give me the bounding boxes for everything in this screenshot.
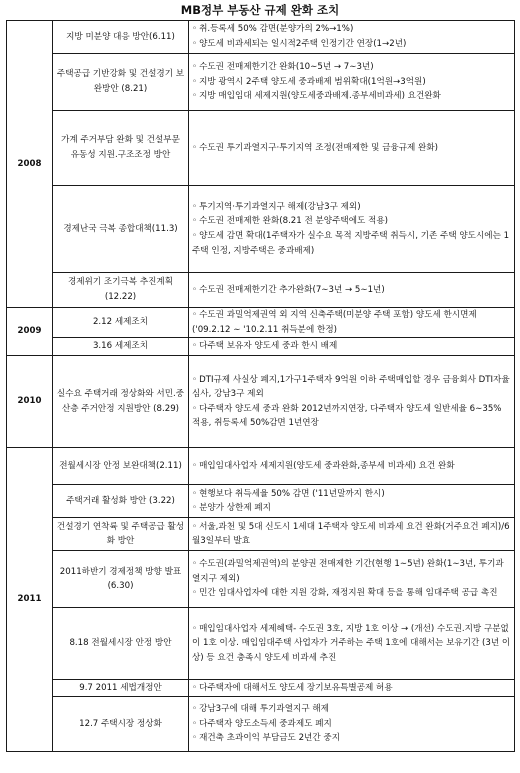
detail-item: ◦ 지방 매입임대 세제지원(양도세중과배제.종부세비과세) 요건완화 [192,89,511,104]
detail-item: ◦ 수도권 전매제한기간 추가완화(7∼3년 → 5∼1년) [192,283,511,298]
policy-row [7,518,515,551]
policy-row [7,338,515,356]
measure-name: 가계 주거부담 완화 및 건설부문 유동성 지원.구조조정 방안 [53,111,189,186]
policy-row [7,111,515,186]
year-cell: 2009 [7,308,53,356]
detail-item: ◦ 수도권(과밀억제권역)의 분양권 전매제한 기간(현행 1∼5년) 완화(1∼3년, 투기과열지구 제외) [192,557,511,586]
policy-row [7,608,515,680]
detail-item: ◦ 서울,과천 및 5대 신도시 1세대 1주택자 양도세 비과세 요건 완화(거주요건 폐지)/6월3일부터 발효 [192,520,511,549]
measure-name: 건설경기 연착륙 및 주택공급 활성화 방안 [53,518,189,551]
measure-name: 실수요 주택거래 정상화와 서민.중산층 주거안정 지원방안 (8.29) [53,356,189,448]
detail-item: ◦ 취.등록세 50% 감면(분양가의 2%→1%) [192,22,511,37]
detail-item: ◦ 매입임대사업자 세제혜택- 수도권 3호, 지방 1호 이상 → (개선) 수도권.지방 구분없이 1호 이상. 매입임대주택 사업자가 거주하는 주택 1호에 대해서는 보유기간 (3년 이상) 등 요건 충족시 양도세 비과세 추진 [192,622,511,666]
detail-item: ◦ 수도권 전매제한기간 완화(10∼5년 → 7∼3년) [192,60,511,75]
policy-row [7,680,515,697]
detail-item: ◦ 다주택 보유자 양도세 중과 한시 배제 [192,339,511,354]
detail-item: ◦ 분양가 상한제 폐지 [192,501,511,516]
measure-details [189,186,515,273]
detail-item: ◦ 수도권 투기과열지구·투기지역 조정(전매제한 및 금융규제 완화) [192,141,511,156]
policy-row [7,697,515,752]
detail-item: ◦ 양도세 감면 확대(1주택자가 실수요 목적 지방주택 취득시, 기존 주택 양도시에는 1주택 인정, 지방주택은 중과배제) [192,229,511,258]
measure-name: 경제난국 극복 종합대책(11.3) [53,186,189,273]
measure-details [189,21,515,54]
measure-details [189,608,515,680]
policy-row [7,308,515,338]
measure-name: 주택공급 기반강화 및 건설경기 보완방안 (8.21) [53,54,189,111]
measure-name: 2011하반기 경제정책 방향 발표(6.30) [53,551,189,608]
measure-name: 2.12 세제조치 [53,308,189,338]
measure-name: 3.16 세제조치 [53,338,189,356]
detail-item: ◦ 양도세 비과세되는 일시적2주택 인정기간 연장(1→2년) [192,37,511,52]
measure-name: 12.7 주택시장 정상화 [53,697,189,752]
measure-name: 전월세시장 안정 보완대책(2.11) [53,448,189,485]
document-title: MB정부 부동산 규제 완화 조치 [180,3,340,17]
policy-row [7,551,515,608]
detail-item: ◦ 매입임대사업자 세제지원(양도세 중과완화,종부세 비과세) 요건 완화 [192,459,511,474]
year-cell: 2010 [7,356,53,448]
measure-name: 8.18 전월세시장 안정 방안 [53,608,189,680]
policy-row [7,21,515,54]
measure-details [189,485,515,518]
detail-item: ◦ 수도권 전매제한 완화(8.21 전 분양주택에도 적용) [192,214,511,229]
measure-details [189,448,515,485]
measure-details [189,697,515,752]
measure-details [189,54,515,111]
detail-item: ◦ 강남3구에 대해 투기과열지구 해제 [192,702,511,717]
policy-row [7,356,515,448]
measure-name: 9.7 2011 세법개정안 [53,680,189,697]
detail-item: ◦ 수도권 과밀억제권역 외 지역 신축주택(미분양 주택 포함) 양도세 한시면제('09.2.12 ∼ '10.2.11 취득분에 한정) [192,308,511,337]
measure-details [189,551,515,608]
policy-row [7,448,515,485]
measure-details [189,338,515,356]
detail-item: ◦ 다주택자에 대해서도 양도세 장기보유특별공제 허용 [192,681,511,696]
measure-name: 지방 미분양 대응 방안(6.11) [53,21,189,54]
detail-item: ◦ DTI규제 사실상 폐지,1가구1주택자 9억원 이하 주택매입할 경우 금융회사 DTI자율심사, 강남3구 제외 [192,373,511,402]
measure-details [189,356,515,448]
detail-item: ◦ 민간 임대사업자에 대한 지원 강화, 재정지원 확대 등을 통해 임대주택 공급 촉진 [192,586,511,601]
measure-details [189,308,515,338]
policy-row [7,54,515,111]
policy-table [6,20,515,752]
year-cell: 2008 [7,21,53,308]
measure-details [189,518,515,551]
detail-item: ◦ 지방 광역시 2주택 양도세 중과배제 범위확대(1억원→3억원) [192,75,511,90]
measure-details [189,273,515,308]
detail-item: ◦ 투기지역·투기과열지구 해제(강남3구 제외) [192,200,511,215]
year-cell: 2011 [7,448,53,752]
measure-details [189,680,515,697]
policy-row [7,273,515,308]
detail-item: ◦ 현행보다 취득세율 50% 감면 ('11년말까지 한시) [192,487,511,502]
measure-name: 경제위기 조기극복 추진계획(12.22) [53,273,189,308]
policy-row [7,186,515,273]
detail-item: ◦ 재건축 초과이익 부담금도 2년간 중지 [192,731,511,746]
measure-details [189,111,515,186]
detail-item: ◦ 다주택자 양도세 중과 완화 2012년까지연장, 다주택자 양도세 일반세율 6∼35% 적용, 취등록세 50%감면 1년연장 [192,402,511,431]
detail-item: ◦ 다주택자 양도소득세 중과제도 폐지 [192,717,511,732]
measure-name: 주택거래 활성화 방안 (3.22) [53,485,189,518]
policy-row [7,485,515,518]
